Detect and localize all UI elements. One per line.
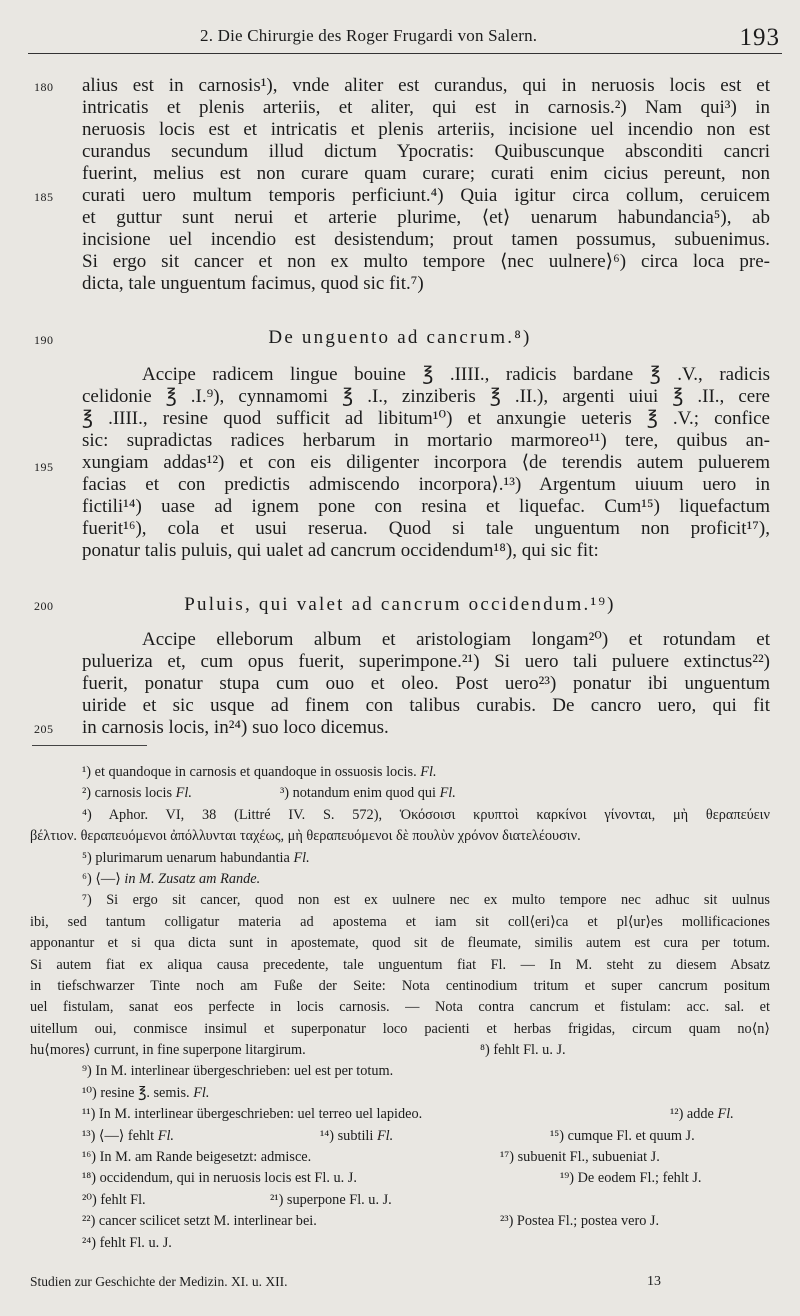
footnote-text: ⁵) plurimarum uenarum habundantia (82, 849, 290, 866)
text-line: fuerit¹⁶), cola et usui reserua. Quod si tale unguentum non proficit¹⁷), (82, 518, 770, 539)
line-number: 190 (34, 333, 54, 347)
text-line: sic: supradictas radices herbarum in mortario marmoreo¹¹) tere, quibus an- (82, 430, 770, 451)
text-line: dicta, tale unguentum facimus, quod sic fit.⁷) (82, 273, 424, 294)
text-line: et guttur sunt nerui et arterie plurime, ⟨et⟩ uenarum habundancia⁵), ab (82, 207, 770, 228)
footnote: ¹³) ⟨—⟩ fehlt Fl. ¹⁴) subtili Fl. ¹⁵) cumque Fl. et quum J. (30, 1126, 770, 1147)
footnote-source: Fl. (193, 1084, 210, 1101)
text-line: fuerit, ponatur stupa cum ouo et oleo. Post uero²³) ponatur ibi unguentum (82, 673, 770, 694)
line-number: 200 (34, 599, 54, 613)
running-title: 2. Die Chirurgie des Roger Frugardi von Salern. (200, 26, 538, 45)
line-number: 185 (34, 190, 54, 204)
footnote-source: Fl. (439, 785, 456, 802)
footnote: ¹⁰) resine ℥. semis. Fl. (82, 1084, 210, 1101)
footnote: ²⁴) fehlt Fl. u. J. (82, 1234, 172, 1251)
footnote-source: Fl. (157, 1127, 174, 1144)
footnote-cont: in tiefschwarzer Tinte noch am Fuße der Seite: Nota centinodium tritum et super cancrum positum (30, 977, 770, 994)
paragraph-intro (82, 75, 770, 295)
footnote-text: ²) carnosis locis (82, 785, 173, 802)
footnote-cont: uel fistulam, sanat eos perfecte in locis carnosis. — Nota contra cancrum et fistulam: acc. sal. et (30, 999, 770, 1016)
footnote: ²⁰) fehlt Fl. ²¹) superpone Fl. u. J. (30, 1190, 770, 1211)
footnote: ¹⁹) De eodem Fl.; fehlt J. (560, 1170, 702, 1187)
footnote: ¹⁵) cumque Fl. et quum J. (550, 1127, 695, 1144)
paragraph-unguento (82, 364, 770, 562)
footnote: ²¹) superpone Fl. u. J. (270, 1191, 392, 1208)
footnote (30, 869, 770, 890)
text-line: xungiam addas¹²) et con eis diligenter incorpora ⟨de terendis autem puluerem (82, 452, 770, 473)
page-footer (30, 1270, 770, 1294)
text-line: pulueriza et, cum opus fuerit, superimpone.²¹) Si uero tali puluere extinctus²²) (82, 651, 770, 672)
footnote: ¹¹) In M. interlinear übergeschrieben: uel terreo uel lapideo. ¹²) adde Fl. (30, 1104, 770, 1125)
footnote-source: Fl. (175, 785, 192, 802)
footnote (30, 762, 770, 783)
text-line: Accipe elleborum album et aristologiam longam²⁰) et rotundam et (142, 629, 770, 650)
line-number: 180 (34, 80, 54, 94)
text-line: alius est in carnosis¹), vnde aliter est curandus, qui in neruosis locis est et (82, 75, 770, 96)
footnote: ⁸) fehlt Fl. u. J. (480, 1042, 566, 1059)
text-line: celidonie ℥ .I.⁹), cynnamomi ℥ .I., zinziberis ℥ .II.), argenti uiui ℥ .II., cere (82, 386, 770, 407)
footnote: ¹²) adde Fl. (670, 1106, 734, 1123)
footnote: ⁴) Aphor. VI, 38 (Littré IV. S. 572), Ὁκόσοισι κρυπτοὶ καρκίνοι γίνονται, μὴ θεραπεύειν (82, 806, 770, 823)
footnote-source: Fl. (420, 764, 437, 780)
series-title: Studien zur Geschichte der Medizin. XI. u. XII. (30, 1274, 288, 1289)
text-line: neruosis locis est et intricatis et plenis arteriis, incisione uel incendio non est (82, 119, 770, 140)
text-line: Accipe radicem lingue bouine ℥ .IIII., radicis bardane ℥ .V., radicis (142, 364, 770, 385)
section-heading-puluis: Puluis, qui valet ad cancrum occidendum.¹⁹) (184, 594, 616, 615)
text-line: curati uero multum temporis perficiunt.⁴) Quia igitur circa collum, ceruicem (82, 185, 770, 206)
footnotes (30, 762, 770, 1254)
text-line: ℥ .IIII., resine quod sufficit ad libitum¹⁰) et anxungie ueteris ℥ .V.; confice (82, 408, 770, 429)
text-line: incisione uel incendio est desistendum; prout tamen possumus, subuenimus. (82, 229, 770, 250)
footnote-text: ¹) et quandoque in carnosis et quandoque in ossuosis locis. (82, 764, 417, 780)
text-line: fictili¹⁴) uase ad ignem pone con resina et liquefac. Cum¹⁵) liquefactum (82, 496, 770, 517)
line-number: 205 (34, 722, 54, 736)
footnote: ⁷) Si ergo sit cancer, quod non est ex uulnere nec ex multo tempore nec adhuc sit uulnus (82, 892, 770, 909)
page-number: 193 (739, 24, 780, 51)
footnote-source: Fl. (376, 1127, 394, 1144)
footnote: βέλτιον. θεραπευόμενοι ἀπόλλυνται ταχέως, μὴ θεραπευόμενοι δὲ πουλὺν χρόνον διατελέουσιν. (30, 828, 581, 845)
footnote-text: ⁶) ⟨—⟩ (82, 870, 121, 887)
footnote-source: Fl. (717, 1106, 734, 1123)
text-line: facias et con predictis admiscendo incorpora⟩.¹³) Argentum uiuum uero in (82, 474, 770, 495)
footnote: ¹⁴) subtili Fl. (320, 1127, 394, 1144)
text-line: ponatur talis puluis, qui ualet ad cancrum occidendum¹⁸), qui sic fit: (82, 540, 599, 561)
footnote: ²³) Postea Fl.; postea vero J. (500, 1213, 660, 1230)
header-rule (28, 53, 782, 54)
paragraph-puluis (82, 629, 770, 739)
footnote: ¹⁸) occidendum, qui in neruosis locis est Fl. u. J. ¹⁹) De eodem Fl.; fehlt J. (30, 1168, 770, 1189)
footnote-cont: Si autem fiat ex aliqua causa precedente, tale unguentum fiat Fl. — In M. steht zu diesem Absatz (30, 956, 770, 973)
section-heading-unguento: De unguento ad cancrum.⁸) (268, 327, 532, 348)
footnote-cont: ibi, sed tantum colligatur materia ad apostema et iam sit coll⟨eri⟩ca et pl⟨ur⟩es mollificaciones (30, 913, 770, 930)
text-line: curandus secundum illud dictum Ypocratis: Quibuscunque absconditi cancri (82, 141, 770, 162)
footnote-source: Fl. (293, 849, 310, 866)
footnote-cont: apponantur et si qua dicta sunt in apostemate, quod sit de fleumate, similis autem est cura per totum. (30, 935, 770, 952)
text-line: uiride et sic usque ad finem con talibus curabis. De cancro uero, qui fit (82, 695, 770, 716)
footnote-text: ³) notandum enim quod qui Fl. (280, 785, 456, 802)
line-number: 195 (34, 460, 54, 474)
text-line: fuerint, melius est non curare quam curare; curati enim cicius pereunt, non (82, 163, 770, 184)
footnote: ¹⁷) subuenit Fl., subueniat J. (500, 1149, 660, 1166)
sheet-signature: 13 (647, 1274, 661, 1289)
text-line: Si ergo sit cancer et non ex multo tempore ⟨nec uulnere⟩⁶) circa loca pre- (82, 251, 770, 272)
footnote: ²²) cancer scilicet setzt M. interlinear bei. ²³) Postea Fl.; postea vero J. (30, 1211, 770, 1232)
footnote (30, 783, 770, 804)
footnote-note: in M. Zusatz am Rande. (124, 870, 261, 887)
footnote-rule (32, 745, 147, 746)
footnote-cont: hu⟨mores⟩ currunt, in fine superpone litargirum. ⁸) fehlt Fl. u. J. (30, 1040, 770, 1061)
footnote-cont: uitellum oui, conmisce insimul et superponatur loco pacienti et herbas frigidas, circum quam no⟨n⟩ (30, 1020, 770, 1037)
footnote: ¹⁶) In M. am Rande beigesetzt: admisce. ¹⁷) subuenit Fl., subueniat J. (30, 1147, 770, 1168)
running-header (0, 18, 800, 56)
text-line: in carnosis locis, in²⁴) suo loco dicemus. (82, 717, 389, 738)
footnote: ⁹) In M. interlinear übergeschrieben: uel est per totum. (82, 1063, 394, 1080)
text-line: intricatis et plenis arteriis, et aliter, qui est in carnosis.²) Nam qui³) in (82, 97, 770, 118)
footnote (30, 848, 770, 869)
